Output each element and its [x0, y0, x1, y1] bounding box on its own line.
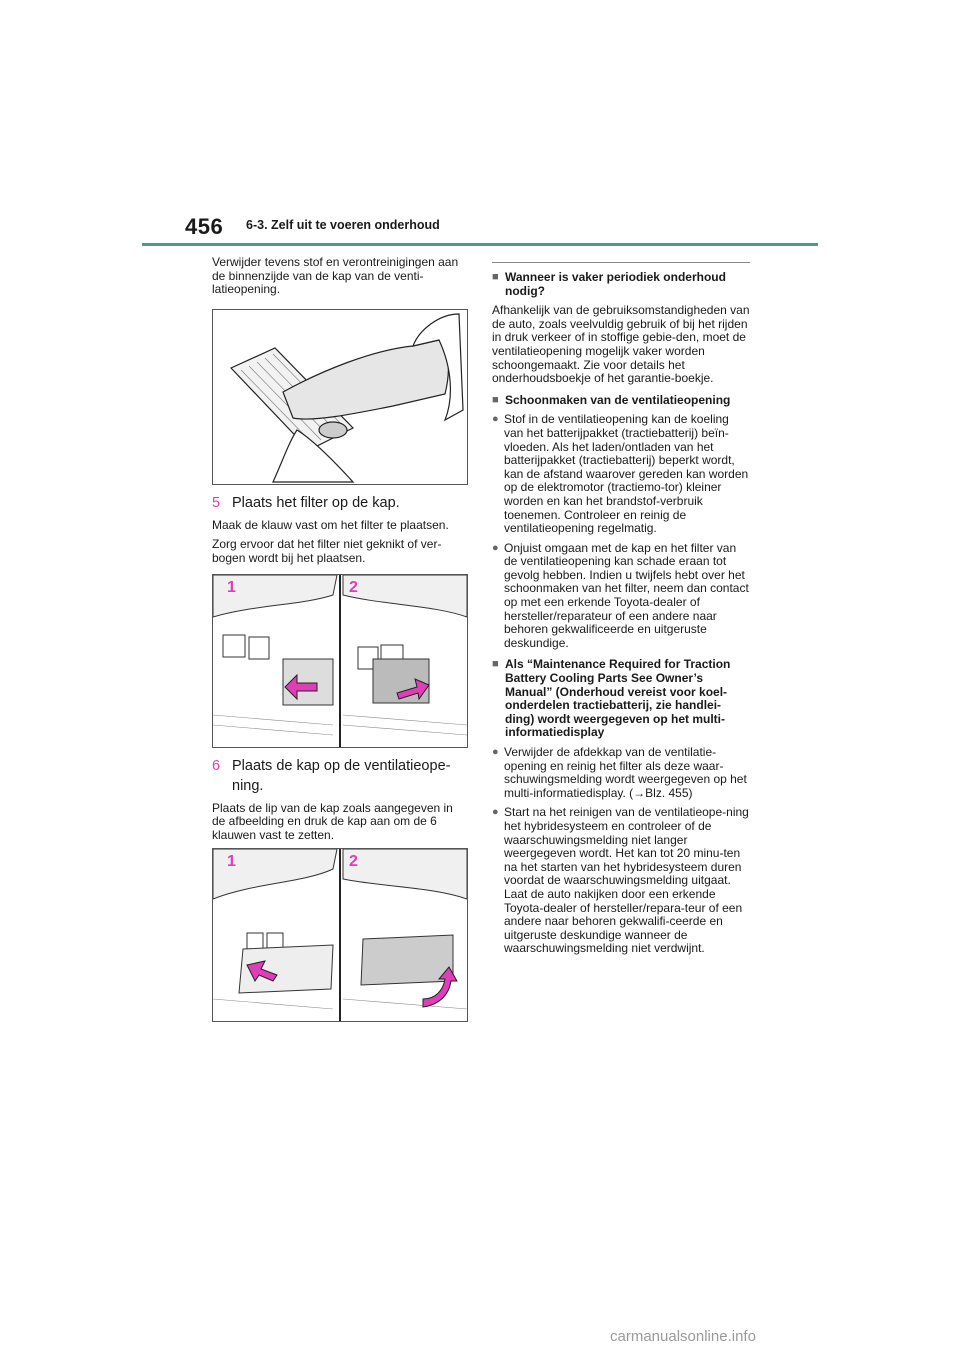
step-5-title: Plaats het filter op de kap. — [232, 494, 400, 511]
maintenance-frequency-text: Afhankelijk van de gebruiksomstandigheden van de auto, zoals veelvuldig gebruik of bij het rijden in druk verkeer of in stoffige gebie-den, moet de ventilatieopening mogelijk vaker worden schoongemaakt. Zie voor details het onderhoudsboekje of het garantie-boekje. — [492, 303, 750, 386]
figure-divider — [339, 849, 341, 1021]
figure-label-1: 1 — [227, 578, 236, 596]
step-5-note-2: Zorg ervoor dat het filter niet geknikt of ver-bogen wordt bij het plaatsen. — [212, 537, 442, 565]
circle-bullet-icon: ● — [492, 806, 499, 819]
circle-bullet-icon: ● — [492, 413, 499, 426]
square-bullet-icon: ■ — [492, 658, 499, 671]
left-column — [212, 256, 468, 1022]
square-bullet-icon: ■ — [492, 271, 499, 283]
section-title: 6-3. Zelf uit te voeren onderhoud — [246, 218, 440, 232]
circle-bullet-icon: ● — [492, 541, 499, 554]
step-5-number: 5 — [212, 494, 221, 511]
right-column — [492, 262, 750, 956]
bullet-dust: ● Stof in de ventilatieopening kan de koeling van het batterijpakket (tractiebatterij) beïn-vloeden. Als het laden/ontladen van het batterijpakket (tractiebatterij) beperkt wordt, kan de afstand waarover gereden kan worden op de elektromotor (tractiemo-tor) kleiner worden en kan het brandstof-verbruik toenemen. Controleer en reinig de ventilatieopening regelmatig. — [492, 412, 749, 536]
step-6-note: Plaats de lip van de kap zoals aangegeven in de afbeelding en druk de kap aan om de 6 klauwen vast te zetten. — [212, 800, 453, 842]
figure-vacuum-filter — [212, 309, 468, 485]
figure-divider — [339, 575, 341, 747]
vacuum-filter-illustration — [213, 310, 467, 484]
bullet-restart: ● Start na het reinigen van de ventilatieope-ning het hybridesysteem en controleer of de waarschuwingsmelding niet langer weergegeven wordt. Het kan tot 20 minu-ten na het starten van het hybridesysteem duren voordat de waarschuwingsmelding uitgaat. Laat de auto nakijken door een erkende Toyota-dealer of hersteller/repara-teur of een andere naar behoren gekwalifi-ceerde en uitgeruste deskundige wanneer de waarschuwingsmelding niet verdwijnt. — [492, 805, 749, 956]
figure-filter-on-cover — [212, 574, 468, 748]
intro-text: Verwijder tevens stof en verontreinigingen aan de binnenzijde van de kap van de venti-latieopening. — [212, 255, 459, 297]
figure-label-2: 2 — [349, 853, 358, 871]
heading-warning-message: ■ Als “Maintenance Required for Traction Battery Cooling Parts See Owner’s Manual” (Onderhoud vereist voor koel-onderdelen tractiebatterij, zie handlei-ding) wordt weergegeven op het multi-informatiedisplay — [492, 657, 731, 740]
figure-label-2: 2 — [349, 578, 358, 596]
watermark: carmanualsonline.info — [610, 1328, 756, 1345]
bullet-remove-cover: ● Verwijder de afdekkap van de ventilatie-opening en reinig het filter als deze waar-schuwingsmelding wordt weergegeven op het multi-informatiedisplay. (→Blz. 455) — [492, 745, 747, 800]
step-6-title: Plaats de kap op de ventilatieope-ning. — [232, 757, 451, 794]
step-5 — [212, 493, 468, 513]
step-6-number: 6 — [212, 757, 221, 774]
bullet-handling: ● Onjuist omgaan met de kap en het filter van de ventilatieopening kan schade eraan tot gevolg hebben. Indien u twijfels hebt over het schoonmaken van het filter, neem dan contact op met een erkende Toyota-dealer of hersteller/reparateur of een andere naar behoren gekwalificeerde en uitgeruste deskundige. — [492, 540, 749, 650]
header-rule — [142, 243, 818, 246]
heading-cleaning: ■ Schoonmaken van de ventilatieopening — [492, 392, 731, 407]
step-5-note-1: Maak de klauw vast om het filter te plaatsen. — [212, 517, 449, 532]
column-top-rule — [492, 262, 750, 263]
step-6 — [212, 756, 468, 796]
circle-bullet-icon: ● — [492, 746, 499, 758]
figure-cover-install — [212, 848, 468, 1022]
page-number: 456 — [185, 214, 224, 239]
figure-label-1: 1 — [227, 853, 236, 871]
square-bullet-icon: ■ — [492, 393, 499, 406]
heading-maintenance-frequency: ■ Wanneer is vaker periodiek onderhoud nodig? — [492, 270, 726, 298]
